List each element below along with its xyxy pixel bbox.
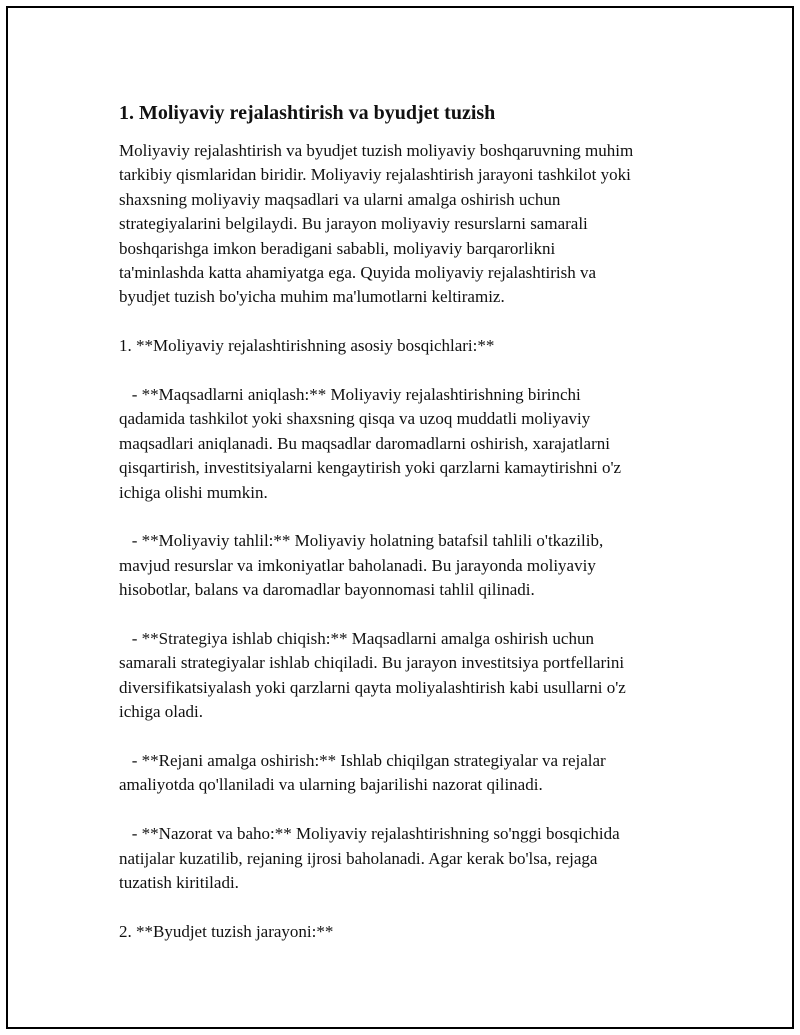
paragraph-gap [119,725,699,749]
list-item-control [119,822,699,895]
text-line: - **Nazorat va baho:** Moliyaviy rejalashtirishning so'nggi bosqichida [119,824,620,844]
paragraph-gap [119,505,699,529]
text-line: 2. **Byudjet tuzish jarayoni:** [119,921,334,941]
text-line: hisobotlar, balans va daromadlar bayonnomasi tahlil qilinadi. [119,580,535,600]
text-line: boshqarishga imkon beradigani sababli, moliyaviy barqarorlikni [119,238,556,258]
text-line: ichiga oladi. [119,702,204,722]
text-line: ta'minlashda katta ahamiyatga ega. Quyida moliyaviy rejalashtirish va [119,263,597,283]
text-line: qisqartirish, investitsiyalarni kengaytirish yoki qarzlarni kamaytirishni o'z [119,458,622,478]
list-item-goals [119,383,699,505]
paragraph-gap [119,896,699,920]
paragraph-gap [119,310,699,334]
text-line: diversifikatsiyalash yoki qarzlarni qayta moliyalashtirish kabi usullarni o'z [119,677,626,697]
text-line: 1. **Moliyaviy rejalashtirishning asosiy bosqichlari:** [119,336,495,356]
list-heading-budget [119,920,699,944]
text-line: qadamida tashkilot yoki shaxsning qisqa va uzoq muddatli moliyaviy [119,409,591,429]
text-line: - **Rejani amalga oshirish:** Ishlab chiqilgan strategiyalar va rejalar [119,751,606,771]
paragraph-gap [119,798,699,822]
document-body [119,88,699,944]
text-line: strategiyalarini belgilaydi. Bu jarayon moliyaviy resurslarni samarali [119,214,588,234]
list-item-analysis [119,529,699,602]
paragraph-gap [119,359,699,383]
text-line: tuzatish kiritiladi. [119,873,239,893]
text-line: shaxsning moliyaviy maqsadlari va ularni amalga oshirish uchun [119,189,561,209]
text-line: byudjet tuzish bo'yicha muhim ma'lumotlarni keltiramiz. [119,287,505,307]
text-line: tarkibiy qismlaridan biridir. Moliyaviy rejalashtirish jarayoni tashkilot yoki [119,165,631,185]
section-heading: 1. Moliyaviy rejalashtirish va byudjet tuzish [119,102,496,124]
text-line: maqsadlari aniqlanadi. Bu maqsadlar daromadlarni oshirish, xarajatlarni [119,433,610,453]
list-item-implementation [119,749,699,798]
intro-paragraph [119,139,699,310]
text-line: natijalar kuzatilib, rejaning ijrosi baholanadi. Agar kerak bo'lsa, rejaga [119,848,598,868]
list-heading-stages [119,334,699,358]
text-line: Moliyaviy rejalashtirish va byudjet tuzish moliyaviy boshqaruvning muhim [119,141,634,160]
text-line: amaliyotda qo'llaniladi va ularning bajarilishi nazorat qilinadi. [119,775,543,795]
text-line: samarali strategiyalar ishlab chiqiladi. Bu jarayon investitsiya portfellarini [119,653,625,673]
text-line: ichiga olishi mumkin. [119,482,268,502]
page-frame [6,6,794,1029]
text-line: mavjud resurslar va imkoniyatlar baholanadi. Bu jarayonda moliyaviy [119,555,596,575]
text-line: - **Strategiya ishlab chiqish:** Maqsadlarni amalga oshirish uchun [119,629,594,649]
text-line: - **Maqsadlarni aniqlash:** Moliyaviy rejalashtirishning birinchi [119,385,581,405]
text-line: - **Moliyaviy tahlil:** Moliyaviy holatning batafsil tahlili o'tkazilib, [119,531,604,551]
paragraph-gap [119,603,699,627]
list-item-strategy [119,627,699,725]
